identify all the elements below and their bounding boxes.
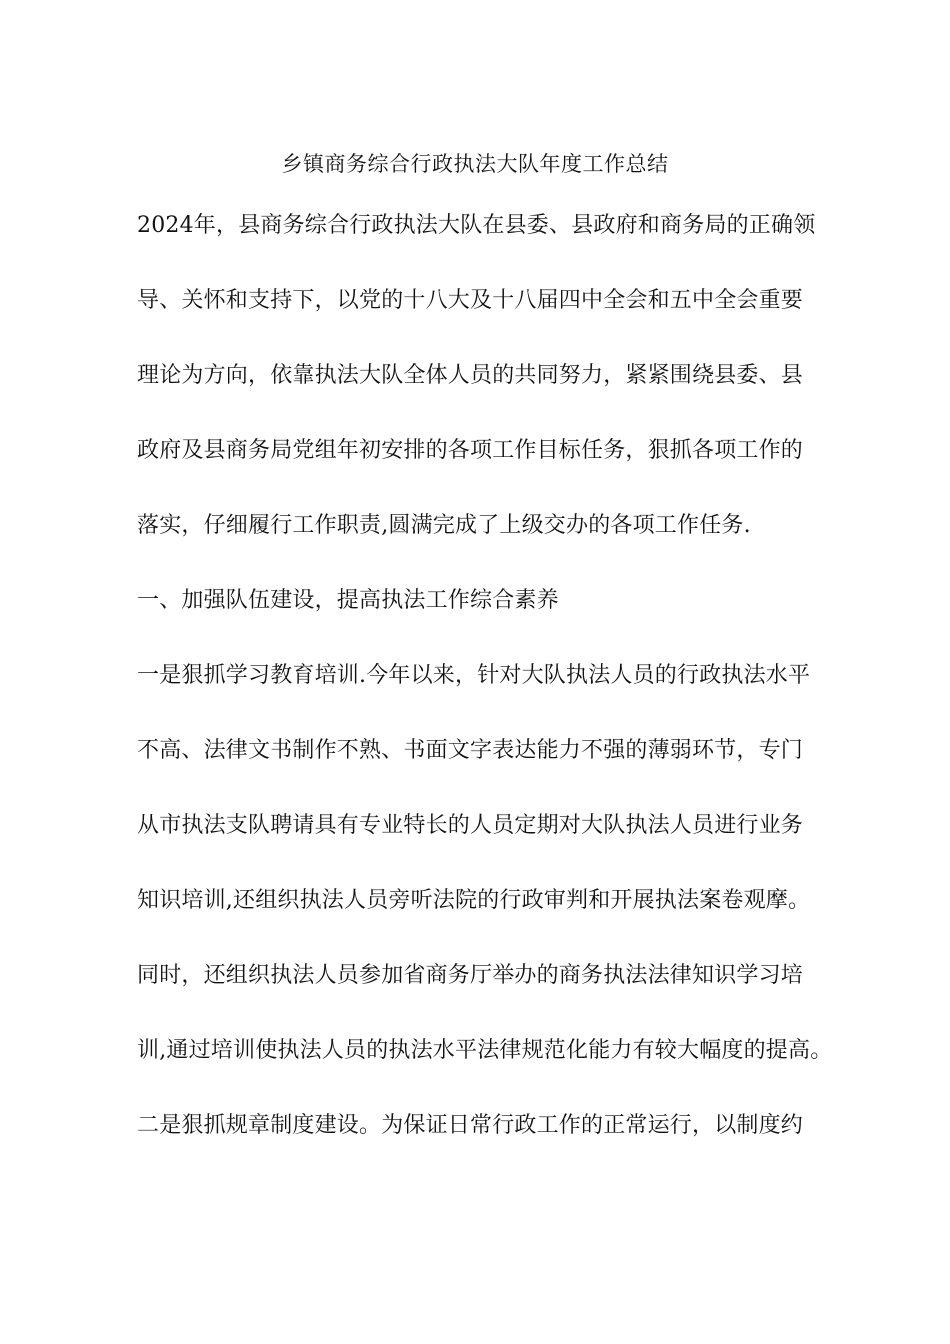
body-line: 同时，还组织执法人员参加省商务厅举办的商务执法法律知识学习培 xyxy=(137,963,804,988)
document-title: 乡镇商务综合行政执法大队年度工作总结 xyxy=(281,152,669,176)
body-line: 落实，仔细履行工作职责,圆满完成了上级交办的各项工作任务. xyxy=(137,513,751,538)
body-line: 从市执法支队聘请具有专业特长的人员定期对大队执法人员进行业务 xyxy=(137,813,804,838)
section-heading: 一、加强队伍建设，提高执法工作综合素养 xyxy=(137,588,559,613)
body-line: 知识培训,还组织执法人员旁听法院的行政审判和开展执法案卷观摩。 xyxy=(137,888,811,913)
body-line: 不高、法律文书制作不熟、书面文字表达能力不强的薄弱环节，专门 xyxy=(137,738,804,763)
body-line: 导、关怀和支持下，以党的十八大及十八届四中全会和五中全会重要 xyxy=(137,288,804,313)
body-line: 二是狠抓规章制度建设。为保证日常行政工作的正常运行，以制度约 xyxy=(137,1113,804,1138)
body-line: 理论为方向，依靠执法大队全体人员的共同努力，紧紧围绕县委、县 xyxy=(137,363,804,388)
body-line: 训,通过培训使执法人员的执法水平法律规范化能力有较大幅度的提高。 xyxy=(137,1038,833,1063)
body-line: 2024年，县商务综合行政执法大队在县委、县政府和商务局的正确领 xyxy=(137,213,816,238)
body-line: 一是狠抓学习教育培训.今年以来，针对大队执法人员的行政执法水平 xyxy=(137,663,811,688)
body-line: 政府及县商务局党组年初安排的各项工作目标任务，狠抓各项工作的 xyxy=(137,438,804,463)
